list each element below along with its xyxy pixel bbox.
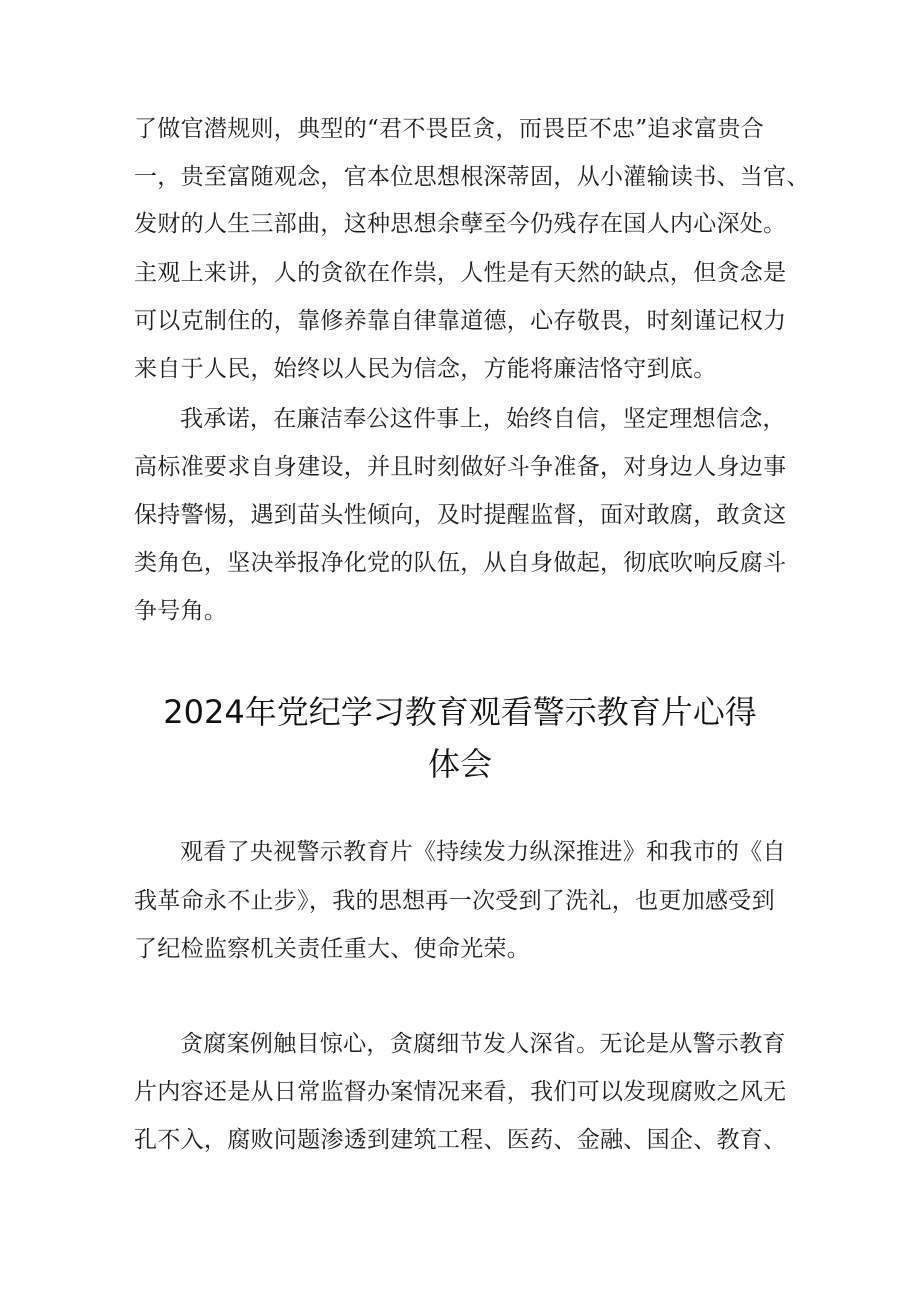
paragraph-4-line-1: 贪腐案例触目惊心，贪腐细节发人深省。无论是从警示教育 [180,1031,786,1057]
document-title-line-2: 体会 [427,745,492,783]
paragraph-2-line-2: 高标准要求自身建设，并且时刻做好斗争准备，对身边人身边事 [134,454,787,480]
paragraph-1-line-2: 一，贵至富随观念，官本位思想根深蒂固，从小灌输读书、当官、 [134,164,810,190]
paragraph-2-line-4: 类角色，坚决举报净化党的队伍，从自身做起，彻底吹响反腐斗 [134,550,787,576]
paragraph-3-line-2: 我革命永不止步》，我的思想再一次受到了洗礼，也更加感受到 [134,888,775,914]
document-title-line-1: 2024年党纪学习教育观看警示教育片心得 [163,693,757,731]
paragraph-4-line-3: 孔不入，腐败问题渗透到建筑工程、医药、金融、国企、教育、 [134,1127,787,1153]
paragraph-1-line-5: 可以克制住的，靠修养靠自律靠道德，心存敬畏，时刻谨记权力 [134,308,787,334]
paragraph-1-line-3: 发财的人生三部曲，这种思想余孽至今仍残存在国人内心深处。 [134,211,787,237]
paragraph-3-line-1: 观看了央视警示教育片《持续发力纵深推进》和我市的《自 [180,839,786,865]
paragraph-1-line-6: 来自于人民，始终以人民为信念，方能将廉洁恪守到底。 [134,356,717,382]
paragraph-2-line-3: 保持警惕，遇到苗头性倾向，及时提醒监督，面对敢腐，敢贪这 [134,502,787,528]
paragraph-2-line-5: 争号角。 [134,598,228,624]
paragraph-4-line-2: 片内容还是从日常监督办案情况来看，我们可以发现腐败之风无 [134,1079,787,1105]
paragraph-3-line-3: 了纪检监察机关责任重大、使命光荣。 [134,936,531,962]
paragraph-1-line-4: 主观上来讲，人的贪欲在作祟，人性是有天然的缺点，但贪念是 [134,260,787,286]
paragraph-2-line-1: 我承诺，在廉洁奉公这件事上，始终自信，坚定理想信念， [180,406,786,432]
paragraph-1-line-1: 了做官潜规则，典型的“君不畏臣贪，而畏臣不忠”追求富贵合 [134,116,764,142]
